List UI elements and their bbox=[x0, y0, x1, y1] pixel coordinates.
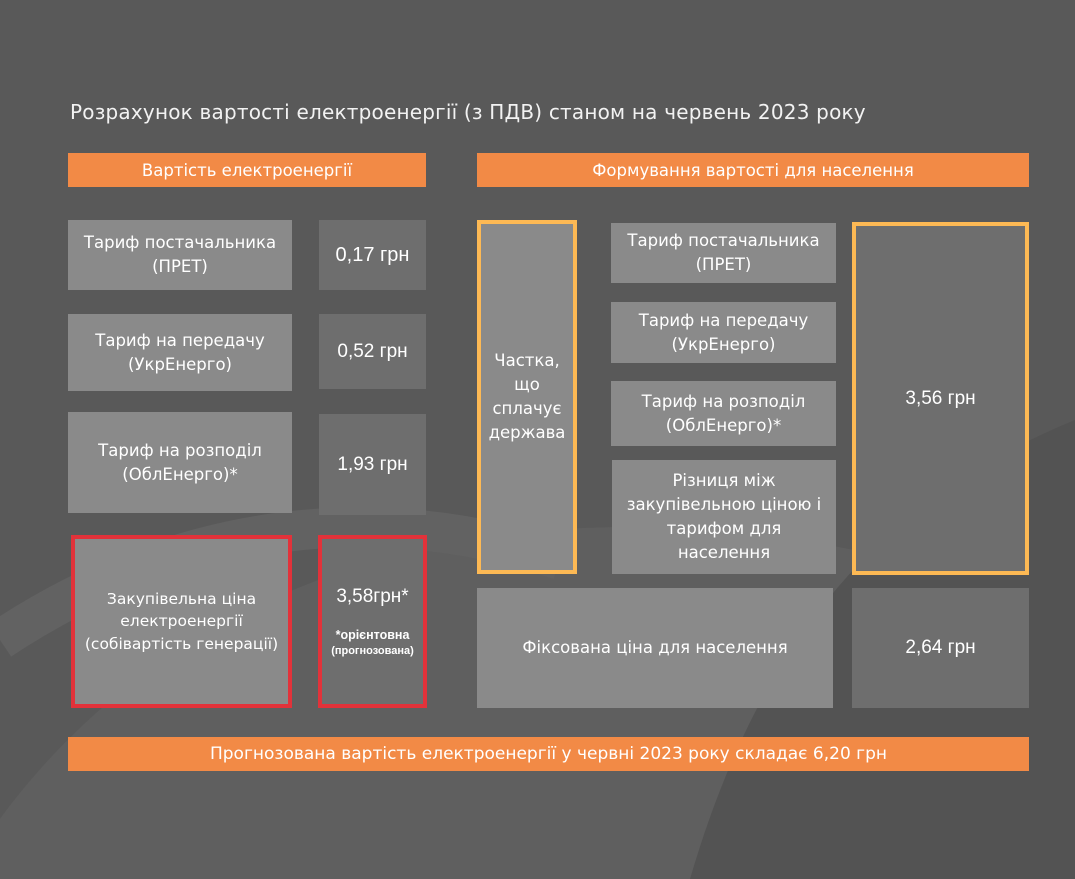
component-transmission-tariff: Тариф на передачу (УкрЕнерго) bbox=[611, 302, 836, 363]
component-supplier-tariff: Тариф постачальника (ПРЕТ) bbox=[611, 223, 836, 283]
supplier-tariff-value: 0,17 грн bbox=[319, 220, 426, 290]
purchase-price-label: Закупівельна ціна електроенергії (собівартість генерації) bbox=[71, 535, 292, 708]
left-header: Вартість електроенергії bbox=[68, 153, 426, 187]
component-price-difference: Різниця між закупівельною ціною і тарифом для населення bbox=[612, 460, 836, 574]
state-share-value: 3,56 грн bbox=[852, 222, 1029, 575]
fixed-price-label: Фіксована ціна для населення bbox=[477, 588, 833, 708]
right-header: Формування вартості для населення bbox=[477, 153, 1029, 187]
state-share-box: Частка, що сплачує держава bbox=[477, 220, 577, 574]
transmission-tariff-value: 0,52 грн bbox=[319, 314, 426, 389]
purchase-price-note-sub: (прогнозована) bbox=[331, 645, 414, 658]
transmission-tariff-label: Тариф на передачу (УкрЕнерго) bbox=[68, 314, 292, 391]
purchase-price-value: 3,58грн* bbox=[336, 585, 409, 607]
distribution-tariff-label: Тариф на розподіл (ОблЕнерго)* bbox=[68, 412, 292, 513]
supplier-tariff-label: Тариф постачальника (ПРЕТ) bbox=[68, 220, 292, 290]
page-title: Розрахунок вартості електроенергії (з ПДВ) станом на червень 2023 року bbox=[70, 100, 866, 124]
footer-banner: Прогнозована вартість електроенергії у червні 2023 року складає 6,20 грн bbox=[68, 737, 1029, 771]
purchase-price-value-box bbox=[318, 535, 427, 708]
distribution-tariff-value: 1,93 грн bbox=[319, 414, 426, 515]
purchase-price-note: *орієнтовна bbox=[335, 628, 410, 643]
component-distribution-tariff: Тариф на розподіл (ОблЕнерго)* bbox=[611, 381, 836, 446]
fixed-price-value: 2,64 грн bbox=[852, 588, 1029, 708]
